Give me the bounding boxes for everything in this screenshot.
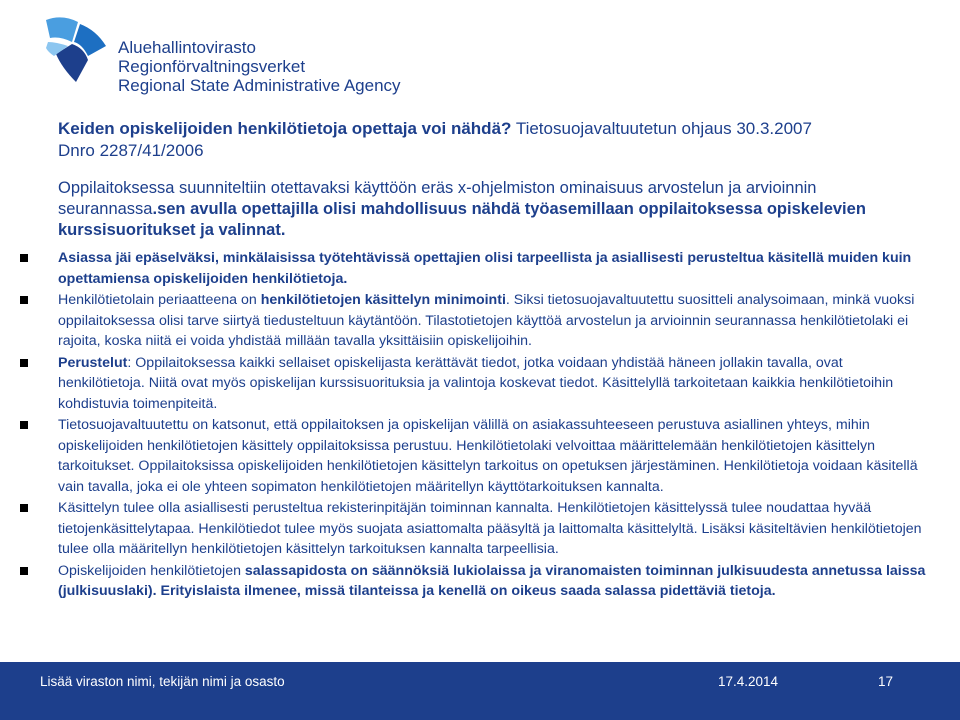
bullet-list — [20, 248, 932, 603]
bullet-text: henkilötietojen käsittelyn minimointi — [260, 292, 506, 308]
agency-logo — [42, 12, 401, 102]
bullet-text: : Oppilaitoksessa kaikki sellaiset opiskelijasta kerättävät tiedot, jotka voidaan yhdistää häneen jollakin tavalla, ovat henkilötietoja. Niitä ovat myös opiskelijan kurssisuorituksia ja valintoja koskevat tiedot. Käsittelyllä tarkoitetaan kaikkia henkilötietoihin kohdistuvia toimenpiteitä. — [58, 354, 894, 412]
agency-name — [118, 38, 401, 95]
bullet-item — [20, 353, 932, 415]
footer-page-number: 17 — [878, 674, 894, 689]
bullet-square-icon — [20, 296, 28, 304]
heading-question: Keiden opiskelijoiden henkilötietoja opettaja voi nähdä? — [58, 119, 512, 138]
bullet-text: Käsittelyn tulee olla asiallisesti perusteltua rekisterinpitäjän toiminnan kannalta. Henkilötietojen käsittelyssä tulee noudattaa hyvää tietojenkäsittelytapaa. Henkilötiedot tulee myös suojata asiattomalta pääsyltä ja laittomalta käsittelyltä. Lisäksi käsiteltävien henkilötietojen tulee olla määritellyn henkilötietojen käsittelyn tarkoituksen kannalta tarpeellisia. — [58, 500, 922, 557]
intro-bold-text: .sen avulla opettajilla olisi mahdollisuus nähdä työasemillaan oppilaitoksessa opiskelevien kurssisuoritukset ja valinnat. — [58, 200, 866, 239]
agency-logo-icon — [42, 12, 112, 92]
bullet-text: salassapidosta on säännöksiä lukiolaissa ja viranomaisten toiminnan julkisuudesta annetussa laissa (julkisuuslaki). Erityislaista ilmenee, missä tilanteissa ja kenellä on oikeus saada salassa pidettäviä tietoja. — [58, 562, 926, 599]
bullet-text: Tietosuojavaltuutettu on katsonut, että oppilaitoksen ja opiskelijan välillä on asiakassuhteeseen perustuva asiallinen yhteys, mihin opiskelijoiden henkilötietojen käsittely oppilaitoksissa perustuu. Henkilötietolaki velvoittaa määrittelemään henkilötietojen käsittelyn tarkoitukset. Oppilaitoksissa opiskelijoiden henkilötietojen käsittelyn tarkoitus on opetuksen järjestäminen. Henkilötietoja voidaan käsitellä vain tavalla, joka ei ole yhteen sopimaton henkilötietojen määritellyn käyttötarkoituksen kannalta. — [58, 417, 918, 495]
agency-name-fi: Aluehallintovirasto — [118, 38, 256, 57]
bullet-item — [20, 561, 932, 602]
agency-name-en: Regional State Administrative Agency — [118, 76, 401, 95]
intro-text: Oppilaitoksessa suunniteltiin otettavaksi käyttöön eräs x-ohjelmiston ominaisuus arvostelun ja arvioinnin seurannassa — [58, 179, 817, 218]
bullet-square-icon — [20, 421, 28, 429]
bullet-text: Opiskelijoiden henkilötietojen — [58, 562, 245, 579]
footer-bar — [0, 662, 960, 720]
bullet-square-icon — [20, 254, 28, 262]
bullet-text: Perustelut — [58, 354, 128, 371]
bullet-text: Asiassa jäi epäselväksi, minkälaisissa työtehtävissä opettajien olisi tarpeellista ja asiallisesti perusteltua käsitellä muiden kuin opettamiensa opiskelijoiden henkilötietoja. — [58, 250, 912, 287]
bullet-item — [20, 290, 932, 352]
bullet-square-icon — [20, 359, 28, 367]
intro-paragraph — [58, 178, 938, 241]
bullet-square-icon — [20, 567, 28, 575]
bullet-item — [20, 248, 932, 289]
heading-dnro: Dnro 2287/41/2006 — [58, 141, 204, 160]
heading-source: Tietosuojavaltuutetun ohjaus 30.3.2007 — [511, 119, 812, 138]
bullet-item — [20, 498, 932, 560]
bullet-text: Henkilötietolain periaatteena on — [58, 292, 261, 308]
bullet-item — [20, 415, 932, 497]
footer-date: 17.4.2014 — [718, 674, 779, 689]
agency-name-sv: Regionförvaltningsverket — [118, 57, 306, 76]
bullet-text: . Siksi tietosuojavaltuutettu suositteli analysoimaan, minkä vuoksi oppilaitoksessa olisi tarve siirtyä tiedusteltuun käytäntöön. Tilastotietojen käyttöä arvostelun ja arvioinnin seurannassa henkilötietolaki ei rajoita, koska niitä ei voida yhdistää millään tavalla yksittäisiin opiskelijoihin. — [58, 292, 915, 349]
footer-agency-info: Lisää viraston nimi, tekijän nimi ja osasto — [40, 674, 285, 689]
slide-heading — [58, 118, 938, 162]
bullet-square-icon — [20, 504, 28, 512]
